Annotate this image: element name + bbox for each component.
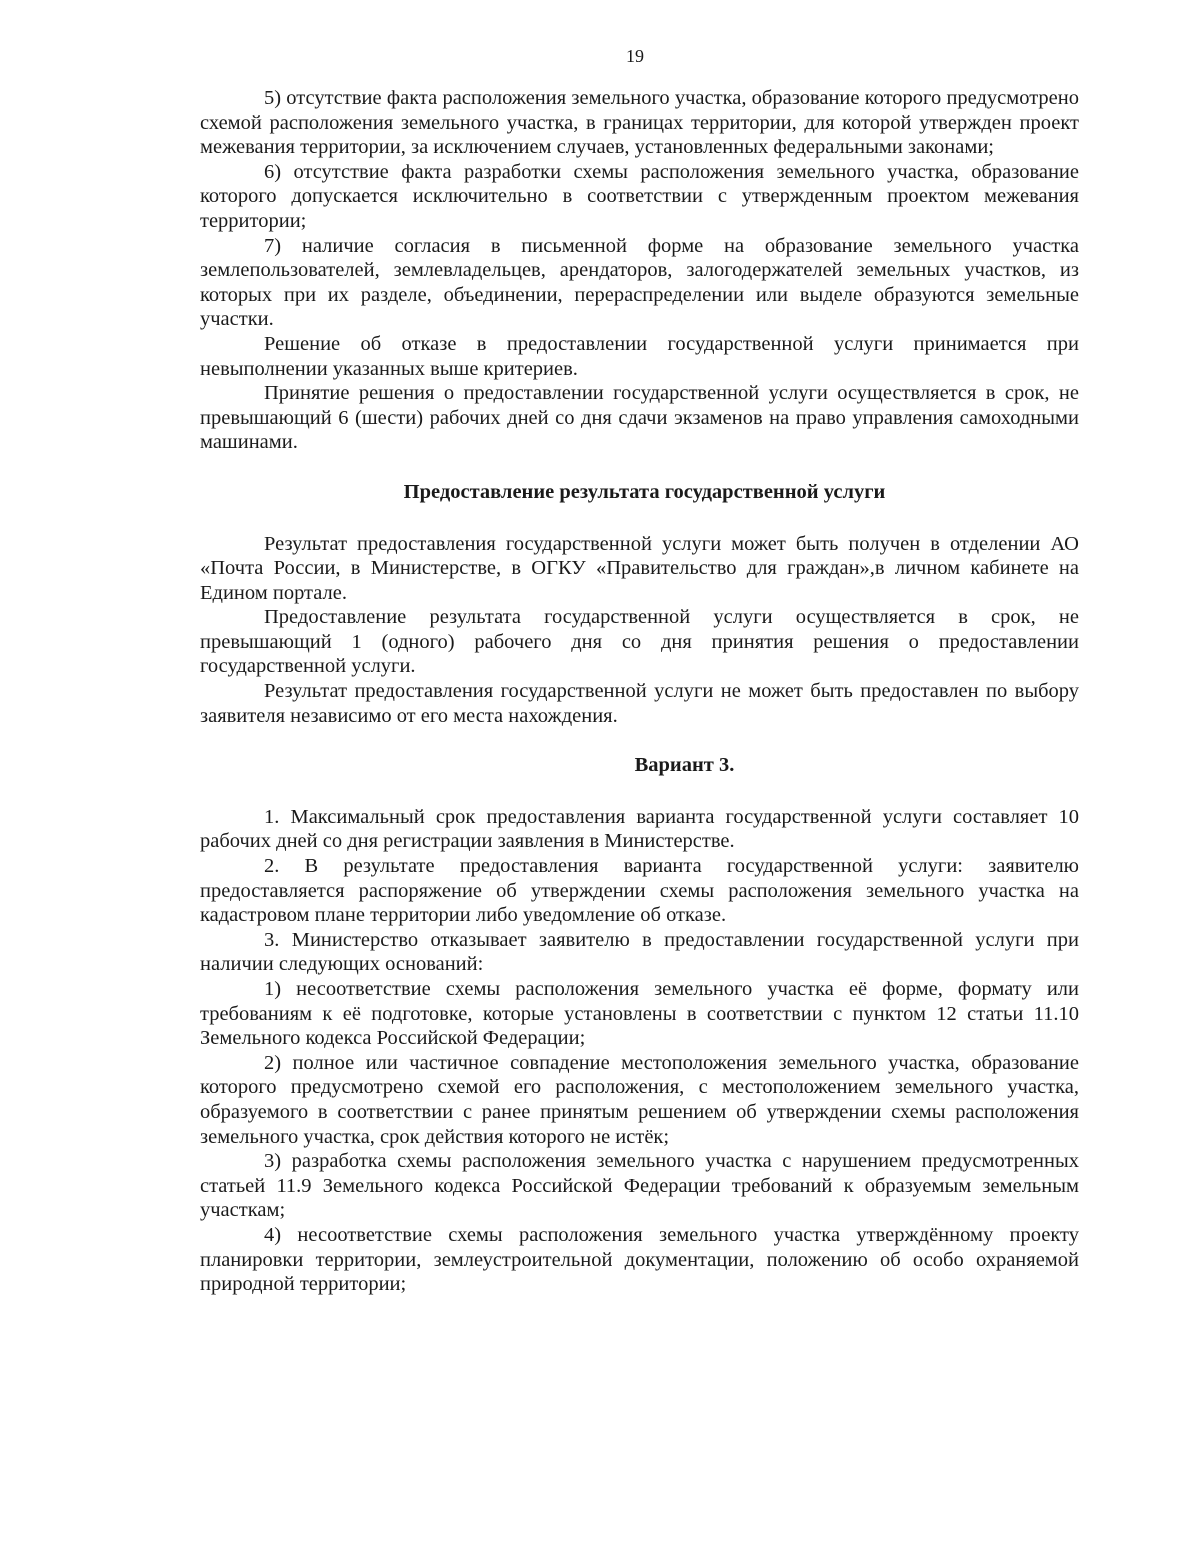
paragraph-result-channels: Результат предоставления государственной услуги может быть получен в отделении АО «Почта России, в Министерстве, в ОГКУ «Правительство для граждан»,в личном кабинете на Едином портале. [200, 532, 1079, 604]
page-number: 19 [626, 46, 644, 66]
section-heading-result: Предоставление результата государственной услуги [403, 480, 886, 503]
paragraph-ground-1: 1) несоответствие схемы расположения земельного участка её форме, формату или требованиям к её подготовке, которые установлены в соответствии с пунктом 12 статьи 11.10 Земельного кодекса Российской Федерации; [200, 978, 1079, 1050]
paragraph-result-term: Предоставление результата государственной услуги осуществляется в срок, не превышающий 1 (одного) рабочего дня со дня принятия решения о предоставлении государственной услуги. [200, 606, 1079, 678]
paragraph-ground-3: 3) разработка схемы расположения земельного участка с нарушением предусмотренных статьей 11.9 Земельного кодекса Российской Федерации требований к образуемым земельным участкам; [200, 1150, 1079, 1222]
paragraph-item-7: 7) наличие согласия в письменной форме на образование земельного участка землепользователей, землевладельцев, арендаторов, залогодержателей земельных участков, из которых при их разделе, объединении, перераспределении или выделе образуются земельные участки. [200, 234, 1079, 331]
paragraph-item-6: 6) отсутствие факта разработки схемы расположения земельного участка, образование которого допускается исключительно в соответствии с утвержденным проектом межевания территории; [200, 160, 1079, 232]
paragraph-item-5: 5) отсутствие факта расположения земельного участка, образование которого предусмотрено схемой расположения земельного участка, в границах территории, для которой утвержден проект межевания территории, за исключением случаев, установленных федеральными законами; [200, 87, 1079, 159]
paragraph-decision-term: Принятие решения о предоставлении государственной услуги осуществляется в срок, не превышающий 6 (шести) рабочих дней со дня сдачи экзаменов на право управления самоходными машинами. [200, 382, 1079, 454]
paragraph-variant-2: 2. В результате предоставления варианта государственной услуги: заявителю предоставляется распоряжение об утверждении схемы расположения земельного участка на кадастровом плане территории либо уведомление об отказе. [200, 855, 1079, 927]
section-heading-variant: Вариант 3. [634, 754, 735, 777]
paragraph-ground-2: 2) полное или частичное совпадение местоположения земельного участка, образование которого предусмотрено схемой его расположения, с местоположением земельного участка, образуемого в соответствии с ранее принятым решением об утверждении схемы расположения земельного участка, срок действия которого не истёк; [200, 1051, 1079, 1148]
paragraph-ground-4: 4) несоответствие схемы расположения земельного участка утверждённому проекту планировки территории, землеустроительной документации, положению об особо охраняемой природной территории; [200, 1223, 1079, 1296]
paragraph-variant-3: 3. Министерство отказывает заявителю в предоставлении государственной услуги при наличии следующих оснований: [200, 928, 1079, 976]
paragraph-result-location: Результат предоставления государственной услуги не может быть предоставлен по выбору заявителя независимо от его места нахождения. [200, 680, 1079, 727]
paragraph-variant-1: 1. Максимальный срок предоставления варианта государственной услуги составляет 10 рабочих дней со дня регистрации заявления в Министерстве. [200, 805, 1079, 853]
document-body [200, 86, 1079, 1297]
paragraph-refusal-decision: Решение об отказе в предоставлении государственной услуги принимается при невыполнении указанных выше критериев. [200, 332, 1079, 380]
